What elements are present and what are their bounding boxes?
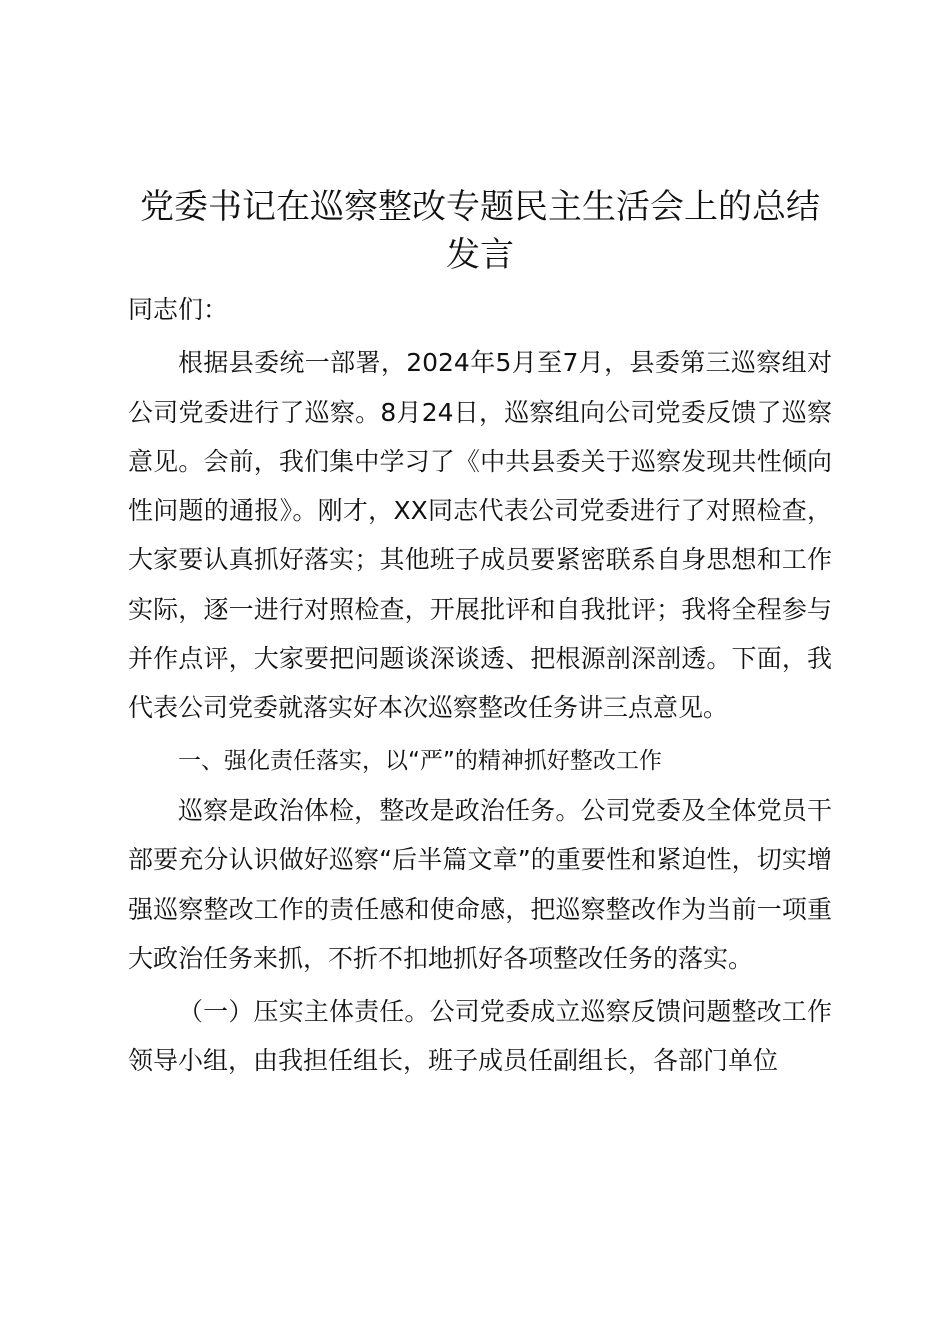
paragraph-section-1: 巡察是政治体检，整改是政治任务。公司党委及全体党员干部要充分认识做好巡察“后半篇文章”的重要性和紧迫性，切实增强巡察整改工作的责任感和使命感，把巡察整改作为当前一项重大政治任务来抓，不折不扣地抓好各项整改任务的落实。 — [128, 795, 832, 973]
salutation: 同志们： — [128, 295, 229, 324]
document-title: 党委书记在巡察整改专题民主生活会上的总结发言 — [140, 187, 820, 275]
paragraph-intro: 根据县委统一部署，2024年5月至7月，县委第三巡察组对公司党委进行了巡察。8月24日，巡察组向公司党委反馈了巡察意见。会前，我们集中学习了《中共县委关于巡察发现共性倾向性问题的通报》。刚才，XX同志代表公司党委进行了对照检查，大家要认真抓好落实；其他班子成员要紧密联系自身思想和工作实际，逐一进行对照检查，开展批评和自我批评；我将全程参与并作点评，大家要把问题谈深谈透、把根源剖深剖透。下面，我代表公司党委就落实好本次巡察整改任务讲三点意见。 — [128, 348, 832, 723]
section-heading-1: 一、强化责任落实，以“严”的精神抓好整改工作 — [178, 747, 662, 774]
document-page — [128, 183, 832, 1086]
paragraph-subsection-1: （一）压实主体责任。公司党委成立巡察反馈问题整改工作领导小组，由我担任组长，班子成员任副组长，各部门单位 — [128, 997, 832, 1076]
